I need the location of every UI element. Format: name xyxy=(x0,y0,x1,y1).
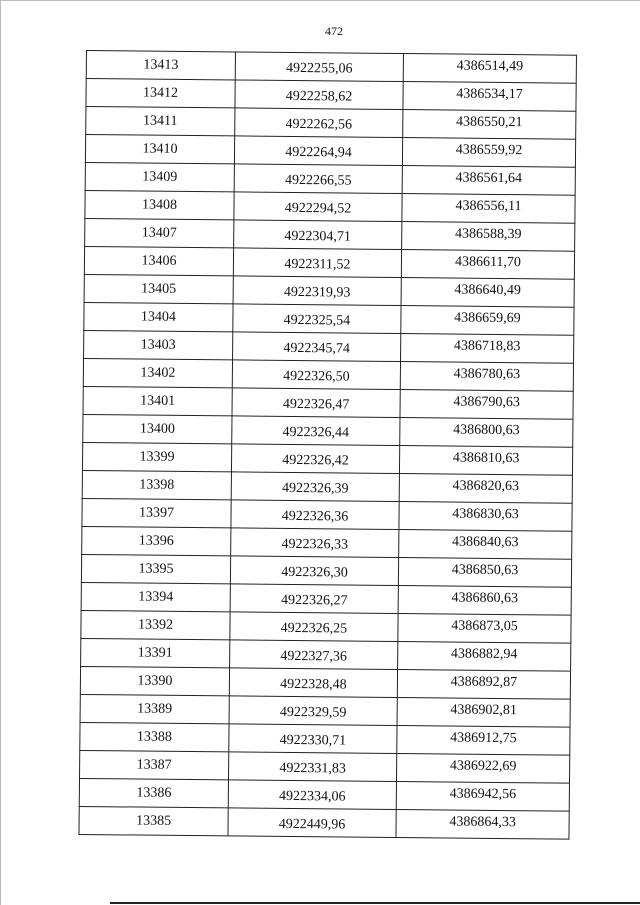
cell-text: 4386912,75 xyxy=(450,730,517,746)
x-coordinate-cell xyxy=(235,80,403,110)
cell-text: 4922326,50 xyxy=(283,368,350,385)
point-id-cell xyxy=(80,722,229,751)
cell-text: 13385 xyxy=(136,813,172,829)
cell-text: 4922262,56 xyxy=(285,116,353,133)
point-id-cell xyxy=(79,778,228,807)
cell-text: 13398 xyxy=(139,477,175,493)
x-coordinate-cell xyxy=(232,360,400,390)
cell-text: 13389 xyxy=(137,701,173,717)
point-id-cell xyxy=(83,358,232,387)
x-coordinate-cell xyxy=(230,584,398,614)
cell-text: 4386534,17 xyxy=(456,86,523,102)
cell-text: 4922326,44 xyxy=(282,424,350,441)
cell-text: 13386 xyxy=(136,785,172,801)
y-coordinate-cell xyxy=(402,194,575,224)
cell-text: 13400 xyxy=(139,421,175,437)
cell-text: 4386892,87 xyxy=(450,674,518,690)
y-coordinate-cell xyxy=(399,474,572,504)
point-id-cell xyxy=(81,582,230,611)
cell-text: 4386556,11 xyxy=(455,198,522,214)
y-coordinate-cell xyxy=(398,614,571,644)
y-coordinate-cell xyxy=(400,362,573,392)
cell-text: 4922326,42 xyxy=(282,452,349,469)
cell-text: 13406 xyxy=(141,253,177,269)
x-coordinate-cell xyxy=(230,612,398,642)
cell-text: 13403 xyxy=(140,337,176,353)
x-coordinate-cell xyxy=(233,304,401,334)
x-coordinate-cell xyxy=(234,192,402,222)
point-id-cell xyxy=(82,442,231,471)
cell-text: 4386561,64 xyxy=(455,170,523,186)
x-coordinate-cell xyxy=(233,276,401,306)
x-coordinate-cell xyxy=(234,220,402,250)
point-id-cell xyxy=(85,218,234,247)
cell-text: 4922334,06 xyxy=(279,788,346,805)
y-coordinate-cell xyxy=(398,642,571,672)
cell-text: 13404 xyxy=(140,309,177,325)
cell-text: 4922326,30 xyxy=(281,564,348,581)
coordinates-table-body xyxy=(79,51,577,840)
cell-text: 4922311,52 xyxy=(284,256,351,273)
cell-text: 4386873,05 xyxy=(451,618,518,634)
cell-text: 4386514,49 xyxy=(456,58,524,74)
cell-text: 4386559,92 xyxy=(455,142,523,158)
point-id-cell xyxy=(83,414,232,443)
y-coordinate-cell xyxy=(398,586,571,616)
cell-text: 13412 xyxy=(143,85,179,101)
cell-text: 13413 xyxy=(143,57,179,73)
x-coordinate-cell xyxy=(229,752,397,782)
cell-text: 4922328,48 xyxy=(280,676,347,693)
y-coordinate-cell xyxy=(403,110,576,140)
point-id-cell xyxy=(79,806,228,835)
cell-text: 4386860,63 xyxy=(451,590,519,606)
cell-text: 4386922,69 xyxy=(449,758,517,774)
cell-text: 4922294,52 xyxy=(284,200,352,217)
point-id-cell xyxy=(80,750,229,779)
cell-text: 4386882,94 xyxy=(450,646,518,662)
cell-text: 4922326,39 xyxy=(281,480,349,497)
coordinates-table xyxy=(78,50,577,840)
cell-text: 13411 xyxy=(143,113,178,129)
cell-text: 13396 xyxy=(138,533,174,549)
x-coordinate-cell xyxy=(234,164,402,194)
page-edge-left xyxy=(0,0,1,905)
cell-text: 4922325,54 xyxy=(283,312,351,329)
x-coordinate-cell xyxy=(231,444,399,474)
cell-text: 4922326,27 xyxy=(280,592,348,609)
point-id-cell xyxy=(84,302,233,331)
y-coordinate-cell xyxy=(400,390,573,420)
x-coordinate-cell xyxy=(230,640,398,670)
cell-text: 4922258,62 xyxy=(285,88,353,105)
cell-text: 13401 xyxy=(140,393,176,409)
y-coordinate-cell xyxy=(397,726,570,756)
y-coordinate-cell xyxy=(397,698,570,728)
point-id-cell xyxy=(81,638,230,667)
cell-text: 4386902,81 xyxy=(450,702,518,718)
cell-text: 13391 xyxy=(137,645,173,661)
cell-text: 13390 xyxy=(137,673,173,689)
point-id-cell xyxy=(84,330,233,359)
cell-text: 13394 xyxy=(138,589,174,605)
point-id-cell xyxy=(84,246,233,275)
x-coordinate-cell xyxy=(228,808,396,838)
cell-text: 4922345,74 xyxy=(283,340,350,357)
y-coordinate-cell xyxy=(401,306,574,336)
point-id-cell xyxy=(83,386,232,415)
x-coordinate-cell xyxy=(229,724,397,754)
x-coordinate-cell xyxy=(233,248,401,278)
x-coordinate-cell xyxy=(232,388,400,418)
y-coordinate-cell xyxy=(402,166,575,196)
point-id-cell xyxy=(85,135,234,164)
x-coordinate-cell xyxy=(235,52,403,82)
cell-text: 4386611,70 xyxy=(454,254,522,270)
cell-text: 13407 xyxy=(141,225,177,241)
cell-text: 13397 xyxy=(138,505,175,521)
page-edge-top xyxy=(0,0,640,1)
cell-text: 4922327,36 xyxy=(280,648,348,665)
x-coordinate-cell xyxy=(230,556,398,586)
bottom-rule xyxy=(110,902,640,904)
y-coordinate-cell xyxy=(399,530,572,560)
cell-text: 4386942,56 xyxy=(449,786,517,802)
cell-text: 4922326,36 xyxy=(281,508,349,525)
cell-text: 13402 xyxy=(140,365,176,381)
y-coordinate-cell xyxy=(402,138,575,168)
y-coordinate-cell xyxy=(403,54,576,84)
point-id-cell xyxy=(82,498,231,527)
y-coordinate-cell xyxy=(399,502,572,532)
x-coordinate-cell xyxy=(235,108,403,138)
y-coordinate-cell xyxy=(401,334,574,364)
point-id-cell xyxy=(85,162,234,191)
x-coordinate-cell xyxy=(231,472,399,502)
cell-text: 4922331,83 xyxy=(279,760,346,777)
cell-text: 4386790,63 xyxy=(453,394,520,410)
y-coordinate-cell xyxy=(400,418,573,448)
y-coordinate-cell xyxy=(401,250,574,280)
cell-text: 4386864,33 xyxy=(449,814,516,830)
cell-text: 4922264,94 xyxy=(285,144,352,161)
cell-text: 13388 xyxy=(136,729,172,745)
y-coordinate-cell xyxy=(396,782,569,812)
point-id-cell xyxy=(81,554,230,583)
cell-text: 4386800,63 xyxy=(453,422,520,438)
x-coordinate-cell xyxy=(229,696,397,726)
y-coordinate-cell xyxy=(403,82,576,112)
x-coordinate-cell xyxy=(232,416,400,446)
point-id-cell xyxy=(86,79,235,108)
x-coordinate-cell xyxy=(228,780,396,810)
point-id-cell xyxy=(80,694,229,723)
cell-text: 4386550,21 xyxy=(456,114,523,130)
cell-text: 4386718,83 xyxy=(453,338,521,354)
x-coordinate-cell xyxy=(231,528,399,558)
cell-text: 13405 xyxy=(141,281,177,297)
cell-text: 13392 xyxy=(137,617,174,633)
point-id-cell xyxy=(86,51,235,80)
cell-text: 4922326,47 xyxy=(282,396,350,413)
cell-text: 4386588,39 xyxy=(454,226,522,242)
cell-text: 4386850,63 xyxy=(451,562,519,578)
cell-text: 4386659,69 xyxy=(454,310,521,326)
cell-text: 4922304,71 xyxy=(284,228,352,245)
point-id-cell xyxy=(84,274,233,303)
y-coordinate-cell xyxy=(402,222,575,252)
x-coordinate-cell xyxy=(234,136,402,166)
point-id-cell xyxy=(81,610,230,639)
cell-text: 4922330,71 xyxy=(279,732,347,749)
x-coordinate-cell xyxy=(231,500,399,530)
cell-text: 4922329,59 xyxy=(279,704,347,721)
cell-text: 4922326,33 xyxy=(281,536,349,553)
cell-text: 13387 xyxy=(136,757,172,773)
cell-text: 4386830,63 xyxy=(452,506,519,522)
table-row xyxy=(79,806,569,839)
point-id-cell xyxy=(86,107,235,136)
y-coordinate-cell xyxy=(397,670,570,700)
point-id-cell xyxy=(85,190,234,219)
cell-text: 4386810,63 xyxy=(452,450,520,466)
cell-text: 4922326,25 xyxy=(280,620,348,637)
cell-text: 13395 xyxy=(138,561,174,577)
y-coordinate-cell xyxy=(398,558,571,588)
cell-text: 4386640,49 xyxy=(454,282,522,298)
cell-text: 4922255,06 xyxy=(286,60,353,77)
x-coordinate-cell xyxy=(229,668,397,698)
cell-text: 13410 xyxy=(142,141,178,157)
y-coordinate-cell xyxy=(401,278,574,308)
cell-text: 4386780,63 xyxy=(453,366,521,382)
y-coordinate-cell xyxy=(396,810,569,840)
cell-text: 13408 xyxy=(141,197,178,213)
cell-text: 4386820,63 xyxy=(452,478,520,494)
cell-text: 4386840,63 xyxy=(451,534,519,550)
point-id-cell xyxy=(82,526,231,555)
y-coordinate-cell xyxy=(399,446,572,476)
x-coordinate-cell xyxy=(233,332,401,362)
cell-text: 4922319,93 xyxy=(283,284,351,301)
page-number: 472 xyxy=(325,24,343,38)
cell-text: 4922266,55 xyxy=(284,172,352,189)
cell-text: 13409 xyxy=(142,169,178,185)
point-id-cell xyxy=(82,470,231,499)
point-id-cell xyxy=(80,666,229,695)
cell-text: 13399 xyxy=(139,449,175,465)
y-coordinate-cell xyxy=(396,754,569,784)
cell-text: 4922449,96 xyxy=(278,816,346,833)
